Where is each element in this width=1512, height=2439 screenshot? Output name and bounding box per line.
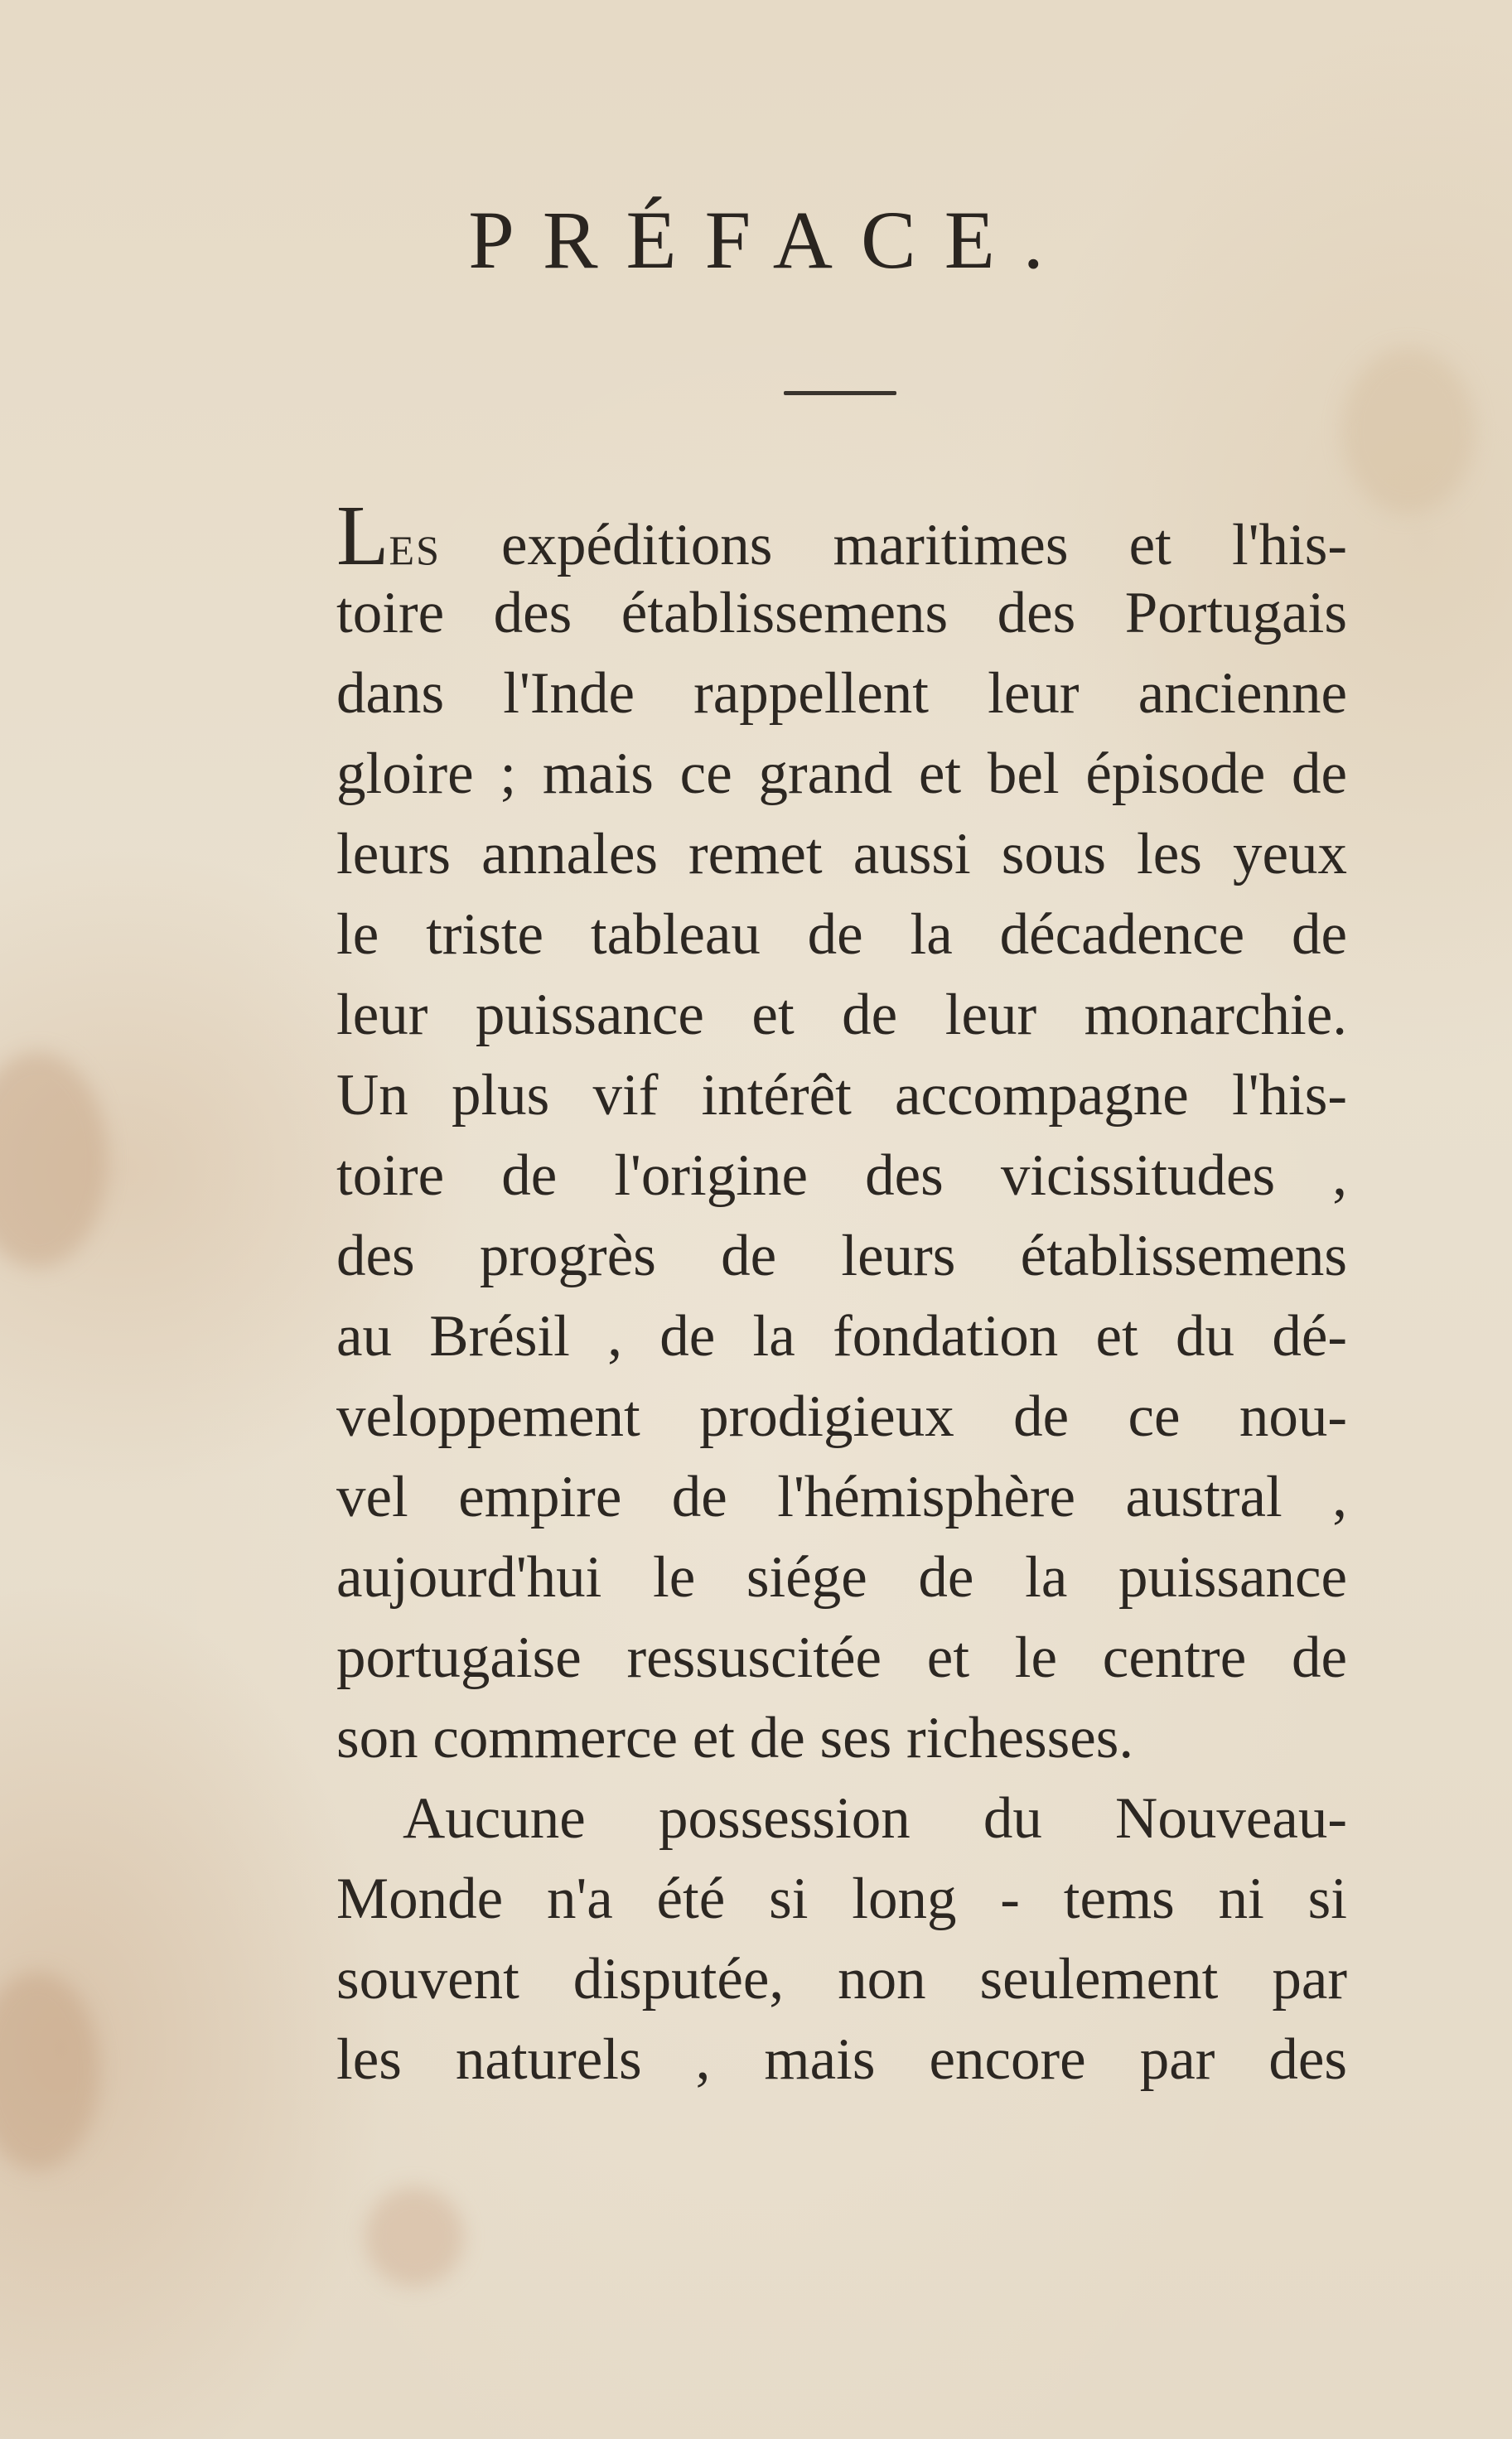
- text-line: au Brésil , de la fondation et du dé-: [336, 1304, 1347, 1369]
- text-line: des progrès de leurs établissemens: [336, 1224, 1347, 1288]
- text-line: le triste tableau de la décadence de: [336, 902, 1347, 967]
- paper-stain: [0, 1052, 108, 1268]
- text-line: [336, 488, 1347, 583]
- text-line: leurs annales remet aussi sous les yeux: [336, 822, 1347, 886]
- text-line: veloppement prodigieux de ce nou-: [336, 1384, 1347, 1449]
- text-line: vel empire de l'hémisphère austral ,: [336, 1465, 1347, 1529]
- small-caps: ES: [389, 527, 441, 573]
- paper-stain: [365, 2187, 464, 2287]
- line-text: expéditions maritimes et l'his-: [440, 513, 1347, 577]
- text-line: Aucune possession du Nouveau-: [403, 1786, 1347, 1851]
- text-line: souvent disputée, non seulement par: [336, 1947, 1347, 2012]
- text-line: son commerce et de ses richesses.: [336, 1706, 1134, 1770]
- text-line: Un plus vif intérêt accompagne l'his-: [336, 1063, 1347, 1128]
- text-line: portugaise ressuscitée et le centre de: [336, 1625, 1347, 1690]
- drop-cap: L: [336, 488, 389, 583]
- paper-stain: [1342, 348, 1475, 514]
- text-line: gloire ; mais ce grand et bel épisode de: [336, 741, 1347, 806]
- text-line: les naturels , mais encore par des: [336, 2027, 1347, 2092]
- title-divider: [784, 391, 896, 395]
- text-line: aujourd'hui le siége de la puissance: [336, 1545, 1347, 1610]
- paper-stain: [0, 1972, 99, 2171]
- text-line: dans l'Inde rappellent leur ancienne: [336, 661, 1347, 726]
- preface-body: [336, 488, 1347, 2100]
- text-line: toire des établissemens des Portugais: [336, 581, 1347, 645]
- text-line: leur puissance et de leur monarchie.: [336, 983, 1347, 1047]
- text-line: Monde n'a été si long - tems ni si: [336, 1867, 1347, 1931]
- text-line: toire de l'origine des vicissitudes ,: [336, 1143, 1347, 1208]
- page-title: PRÉFACE.: [468, 194, 1072, 286]
